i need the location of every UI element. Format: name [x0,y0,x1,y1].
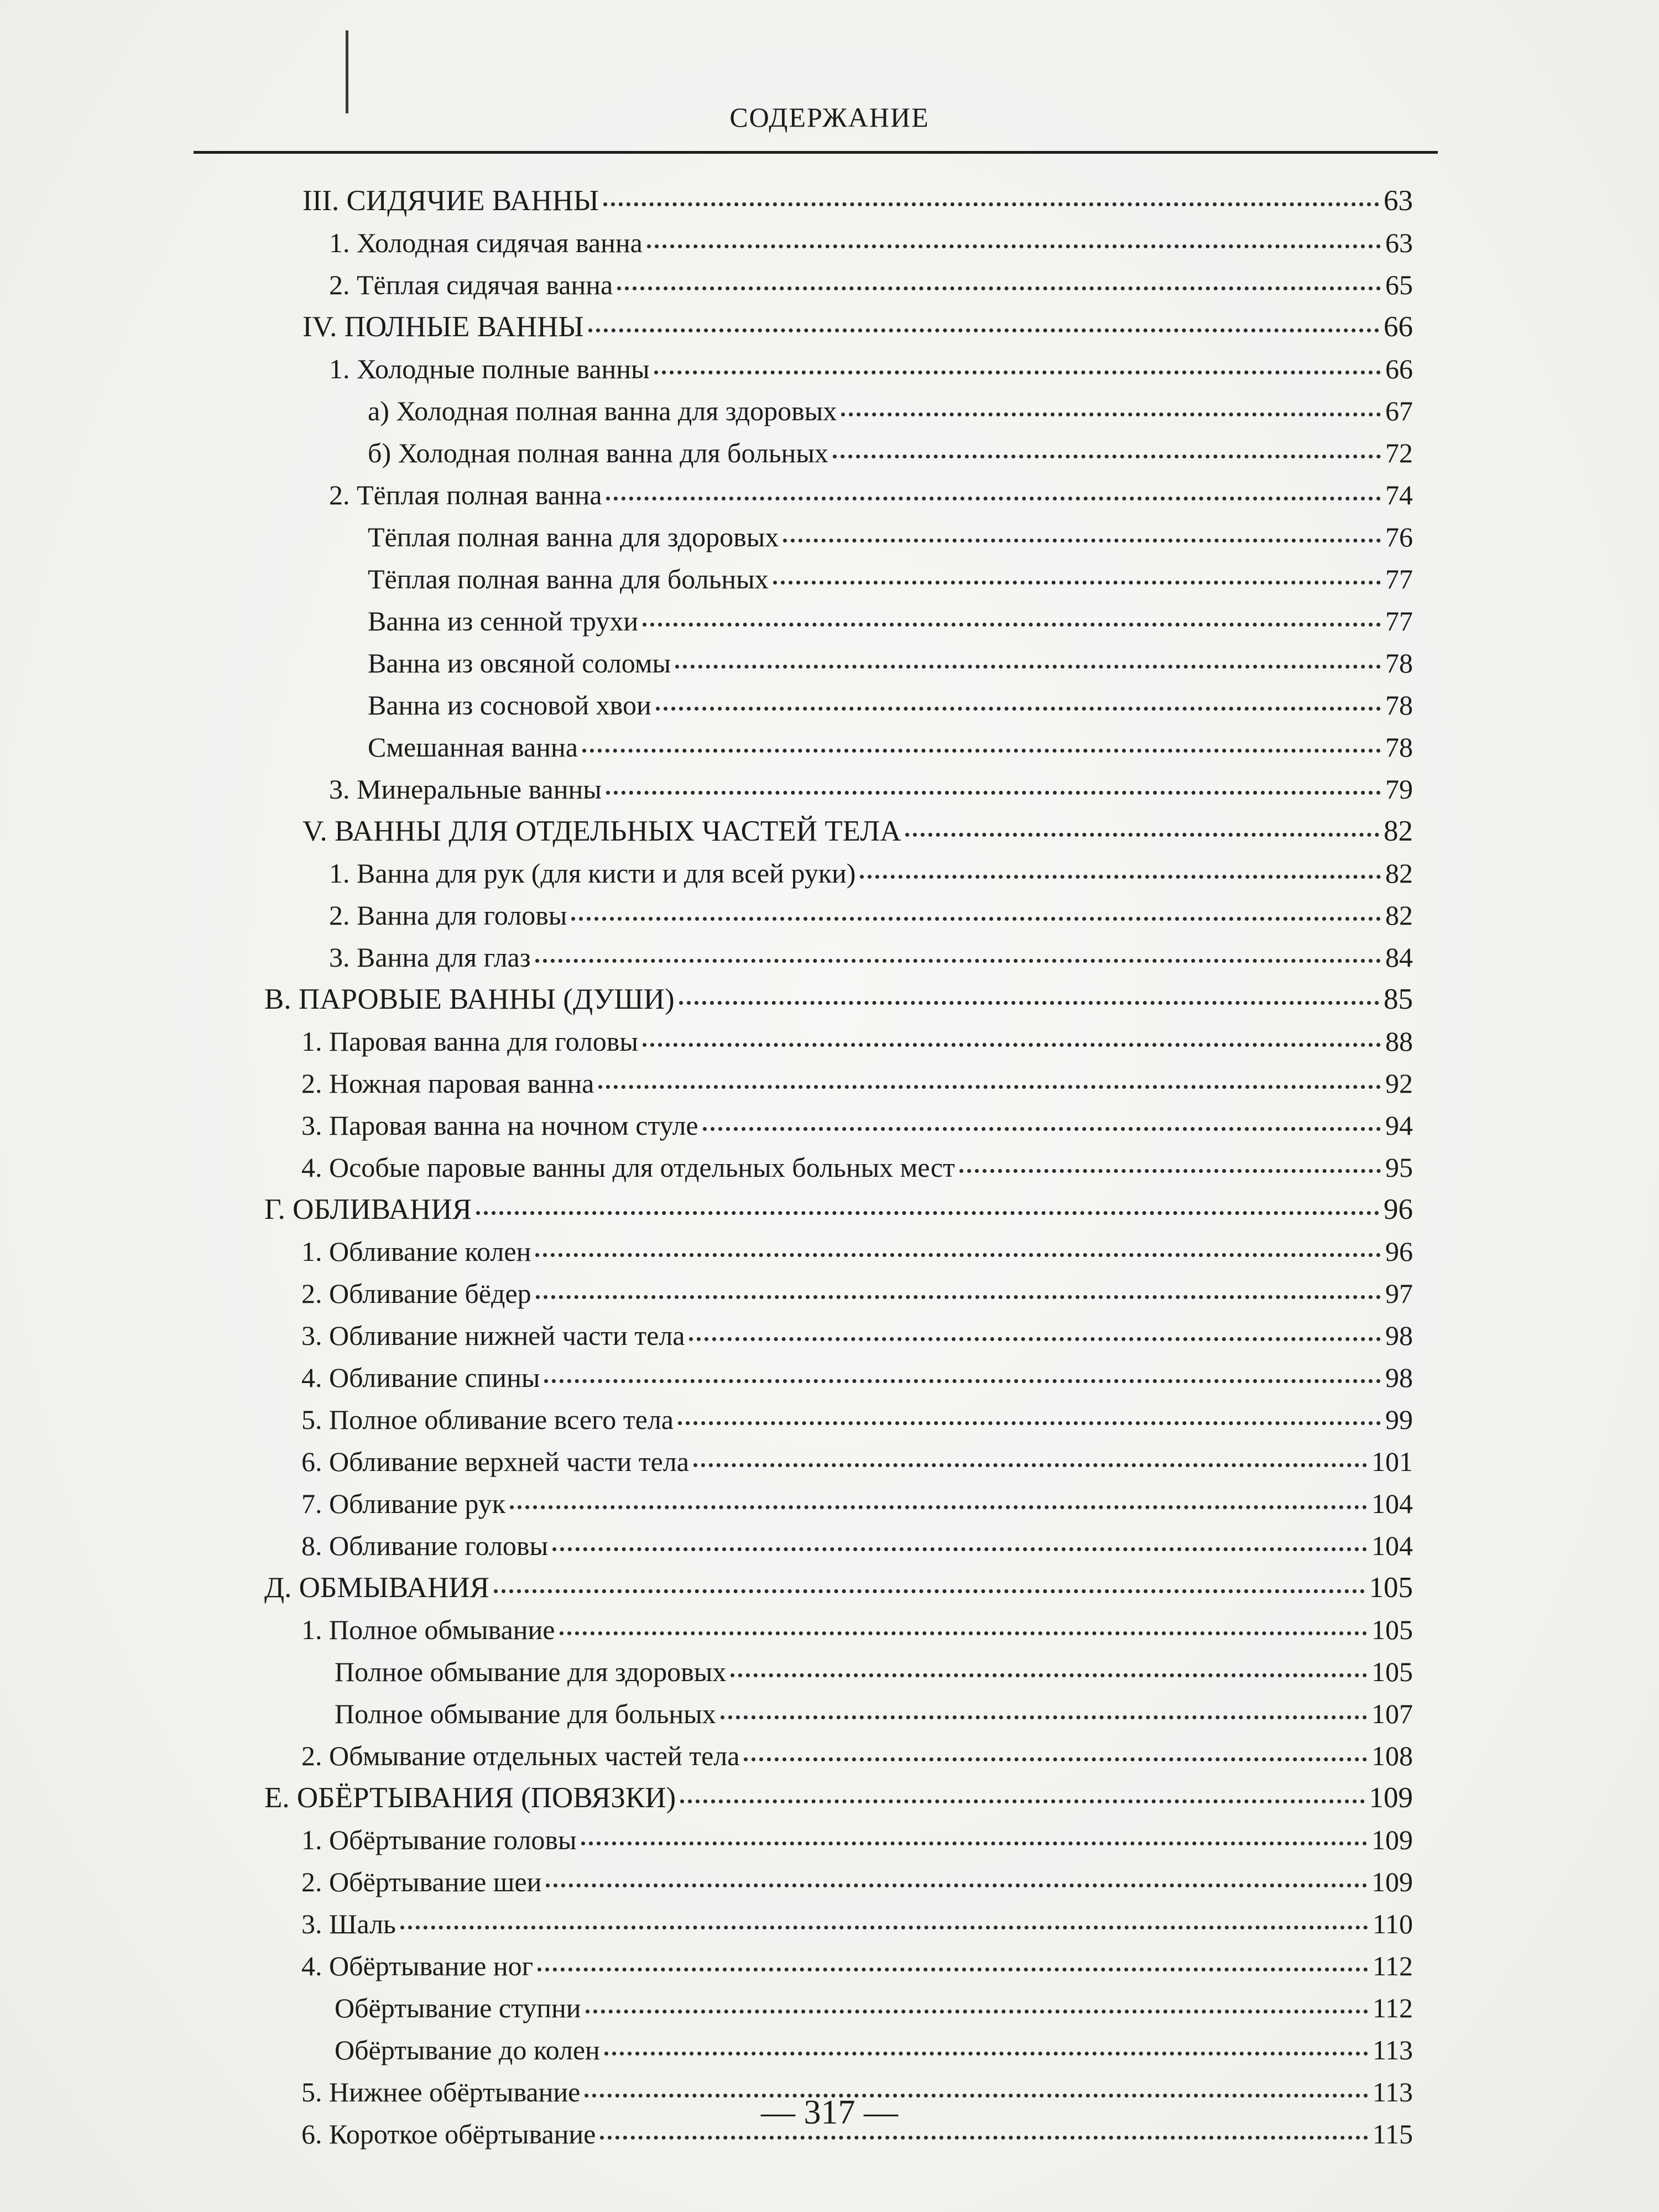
toc-entry [301,1399,1413,1441]
toc-entry-page: 97 [1385,1278,1413,1309]
toc-entry [301,1483,1413,1525]
dot-leader [617,286,1381,290]
dot-leader [552,1547,1367,1551]
toc-entry-title: 1. Полное обмывание [301,1614,555,1645]
dot-leader [860,875,1381,879]
dot-leader [535,959,1381,963]
toc-entry-page: 109 [1369,1782,1413,1814]
dot-leader [693,1463,1367,1467]
toc-entry [368,558,1413,600]
dot-leader [603,202,1379,206]
toc-entry-page: 82 [1384,815,1413,847]
toc-entry [329,852,1413,894]
toc-entry-page: 105 [1371,1614,1413,1645]
toc-entry [301,1020,1413,1062]
dot-leader [833,455,1381,458]
toc-entry-page: 94 [1385,1110,1413,1141]
toc-entry-title: 1. Обливание колен [301,1236,531,1267]
toc-entry-page: 92 [1385,1068,1413,1099]
toc-entry-page: 115 [1372,2119,1413,2150]
toc-entry-title: В. ПАРОВЫЕ ВАННЫ (ДУШИ) [264,983,675,1015]
toc-entry-page: 77 [1385,606,1413,637]
toc-entry [301,1314,1413,1357]
toc-entry-title: 2. Обёртывание шеи [301,1866,542,1897]
header-rule [194,151,1438,154]
toc-entry-title: Ванна из овсяной соломы [368,648,671,679]
toc-entry-title: Полное обмывание для больных [335,1698,716,1729]
dot-leader [535,1253,1381,1257]
toc-entry-page: 98 [1385,1320,1413,1351]
toc-entry-page: 96 [1384,1193,1413,1225]
dot-leader [721,1715,1367,1719]
running-header: СОДЕРЖАНИЕ [729,102,930,133]
toc-entry-page: 78 [1385,732,1413,763]
toc-entry [301,1609,1413,1651]
toc-entry-page: 109 [1371,1866,1413,1897]
toc-entry [301,1146,1413,1188]
page-number: — 317 — [761,2094,898,2131]
dot-leader [905,833,1379,837]
toc-entry [329,474,1413,516]
toc-entry-title: Ванна из сосновой хвои [368,690,651,721]
toc-entry-page: 112 [1372,1992,1413,2023]
toc-entry [302,810,1413,852]
dot-leader [606,497,1381,500]
toc-entry-title: 3. Минеральные ванны [329,774,602,805]
toc-entry [301,1945,1413,1987]
toc-entry-title: а) Холодная полная ванна для здоровых [368,395,837,426]
toc-entry [301,1819,1413,1861]
toc-entry-title: Тёплая полная ванна для больных [368,564,769,594]
toc-entry-title: 5. Нижнее обёртывание [301,2077,581,2107]
toc-entry-page: 108 [1371,1740,1413,1771]
toc-entry [329,768,1413,810]
dot-leader [598,1085,1381,1089]
dot-leader [643,623,1381,627]
toc-entry-page: 66 [1384,311,1413,343]
toc-entry [329,348,1413,390]
toc-entry-page: 98 [1385,1362,1413,1393]
dot-leader [703,1127,1381,1131]
toc-entry-page: 85 [1384,983,1413,1015]
toc-entry [368,390,1413,432]
toc-entry-page: 104 [1371,1530,1413,1561]
dot-leader [731,1673,1367,1677]
toc-entry-page: 113 [1372,2077,1413,2107]
toc-entry [335,1987,1413,2029]
toc-entry [329,936,1413,978]
toc-entry-title: 2. Обмывание отдельных частей тела [301,1740,740,1771]
toc-entry-title: 1. Холодная сидячая ванна [329,227,643,258]
toc-entry [335,2029,1413,2071]
dot-leader [510,1505,1367,1509]
toc-entry-title: 1. Паровая ванна для головы [301,1026,638,1057]
toc-entry-title: 2. Обливание бёдер [301,1278,531,1309]
toc-entry-page: 66 [1385,353,1413,384]
toc-entry-title: 2. Ножная паровая ванна [301,1068,594,1099]
dot-leader [773,581,1381,585]
dot-leader [647,244,1381,248]
toc-entry-page: 78 [1385,690,1413,721]
toc-entry-title: Д. ОБМЫВАНИЯ [264,1572,489,1604]
dot-leader [588,328,1379,332]
toc-entry-page: 82 [1385,858,1413,889]
dot-leader [959,1169,1381,1173]
toc-entry-title: 4. Обливание спины [301,1362,540,1393]
dot-leader [654,371,1381,374]
toc-entry [301,1272,1413,1314]
dot-leader [783,539,1381,542]
dot-leader [606,791,1381,795]
toc-entry [301,1903,1413,1945]
toc-entry [301,1062,1413,1104]
dot-leader [643,1043,1381,1047]
dot-leader [679,1001,1379,1005]
toc-entry [368,516,1413,558]
toc-entry-title: Тёплая полная ванна для здоровых [368,521,779,552]
toc-entry-page: 84 [1385,942,1413,973]
toc-entry [301,1357,1413,1399]
dot-leader [494,1589,1365,1593]
dot-leader [586,2010,1368,2013]
toc-entry [301,1104,1413,1146]
dot-leader [571,917,1381,921]
dot-leader [560,1631,1368,1635]
toc-entry-title: 2. Ванна для головы [329,900,567,931]
toc-entry-title: 5. Полное обливание всего тела [301,1404,674,1435]
toc-entry-title: III. СИДЯЧИЕ ВАННЫ [302,185,599,217]
toc-entry [302,306,1413,348]
toc-entry-title: 6. Обливание верхней части тела [301,1446,689,1477]
toc-entry [368,726,1413,768]
toc-entry-page: 107 [1371,1698,1413,1729]
toc-entry [301,1735,1413,1777]
toc-entry [368,642,1413,684]
dot-leader [581,1841,1367,1845]
toc-entry-title: IV. ПОЛНЫЕ ВАННЫ [302,311,584,343]
toc-entry-title: Полное обмывание для здоровых [335,1656,727,1687]
toc-entry-title: Обёртывание до колен [335,2034,600,2065]
toc-entry-page: 112 [1372,1950,1413,1981]
toc-entry [368,432,1413,474]
toc-entry-title: Ванна из сенной трухи [368,606,639,637]
toc-entry [301,1861,1413,1903]
toc-entry-page: 110 [1372,1908,1413,1939]
toc-entry-page: 74 [1385,479,1413,510]
toc-entry-title: б) Холодная полная ванна для больных [368,437,828,468]
dot-leader [675,665,1381,669]
toc-entry [335,1651,1413,1693]
toc-entry-title: 3. Ванна для глаз [329,942,531,973]
toc-entry-page: 109 [1371,1824,1413,1855]
toc-entry-title: 1. Обёртывание головы [301,1824,577,1855]
toc-entry-page: 105 [1371,1656,1413,1687]
toc-entry-title: 7. Обливание рук [301,1488,505,1519]
toc-entry [329,222,1413,264]
toc-entry [264,1777,1413,1819]
toc-entry-page: 113 [1372,2034,1413,2065]
toc-entry [368,684,1413,726]
toc-entry-page: 78 [1385,648,1413,679]
toc-entry [368,600,1413,642]
toc-entry-page: 63 [1385,227,1413,258]
dot-leader [604,2052,1368,2056]
toc-entry-page: 99 [1385,1404,1413,1435]
toc-entry [329,264,1413,306]
toc-entry-page: 77 [1385,564,1413,594]
dot-leader [476,1211,1379,1215]
toc-entry-title: 8. Обливание головы [301,1530,549,1561]
toc-entry [301,1441,1413,1483]
toc-entry-title: 3. Паровая ванна на ночном стуле [301,1110,698,1141]
dot-leader [544,1379,1381,1383]
dot-leader [546,1884,1367,1887]
toc-entry-title: 2. Тёплая сидячая ванна [329,269,613,300]
dot-leader [600,2136,1368,2140]
dot-leader [689,1337,1381,1341]
toc-entry-page: 65 [1385,269,1413,300]
toc-entry-title: Смешанная ванна [368,732,578,763]
toc-entry-page: 95 [1385,1152,1413,1183]
toc-entry-page: 88 [1385,1026,1413,1057]
dot-leader [538,1968,1368,1971]
toc-entry-page: 82 [1385,900,1413,931]
toc-entry [302,180,1413,222]
toc-entry-title: 6. Короткое обёртывание [301,2119,596,2150]
dot-leader [841,413,1381,416]
toc-entry [264,1188,1413,1230]
toc-entry-page: 76 [1385,521,1413,552]
toc-entry-title: 3. Шаль [301,1908,396,1939]
toc-entry [301,1525,1413,1567]
dot-leader [744,1757,1367,1761]
toc-entry [264,1567,1413,1609]
toc-entry [329,894,1413,936]
toc-entry-page: 96 [1385,1236,1413,1267]
dot-leader [680,1799,1364,1803]
toc-entry-title: 1. Ванна для рук (для кисти и для всей руки) [329,858,856,889]
dot-leader [678,1421,1381,1425]
toc-entry [335,1693,1413,1735]
toc-entry-title: Г. ОБЛИВАНИЯ [264,1193,472,1225]
toc-entry [264,978,1413,1020]
toc-entry-page: 63 [1384,185,1413,217]
toc-entry-title: 3. Обливание нижней части тела [301,1320,685,1351]
toc-entry-page: 105 [1369,1572,1413,1604]
toc-entry-page: 79 [1385,774,1413,805]
toc-entry-title: 4. Особые паровые ванны для отдельных больных мест [301,1152,955,1183]
toc-entry-page: 104 [1371,1488,1413,1519]
toc-entry [301,1230,1413,1272]
dot-leader [400,1926,1368,1929]
toc-entry-page: 67 [1385,395,1413,426]
toc-entry-title: 1. Холодные полные ванны [329,353,650,384]
dot-leader [536,1295,1381,1299]
dot-leader [656,707,1381,711]
toc-entry-title: Е. ОБЁРТЫВАНИЯ (ПОВЯЗКИ) [264,1782,676,1814]
toc-entry-page: 72 [1385,437,1413,468]
toc-entry-page: 101 [1371,1446,1413,1477]
toc-entry-title: V. ВАННЫ ДЛЯ ОТДЕЛЬНЫХ ЧАСТЕЙ ТЕЛА [302,815,901,847]
dot-leader [582,749,1381,753]
toc-entry-title: 2. Тёплая полная ванна [329,479,602,510]
toc-entry-title: 4. Обёртывание ног [301,1950,534,1981]
toc-entry-title: Обёртывание ступни [335,1992,581,2023]
